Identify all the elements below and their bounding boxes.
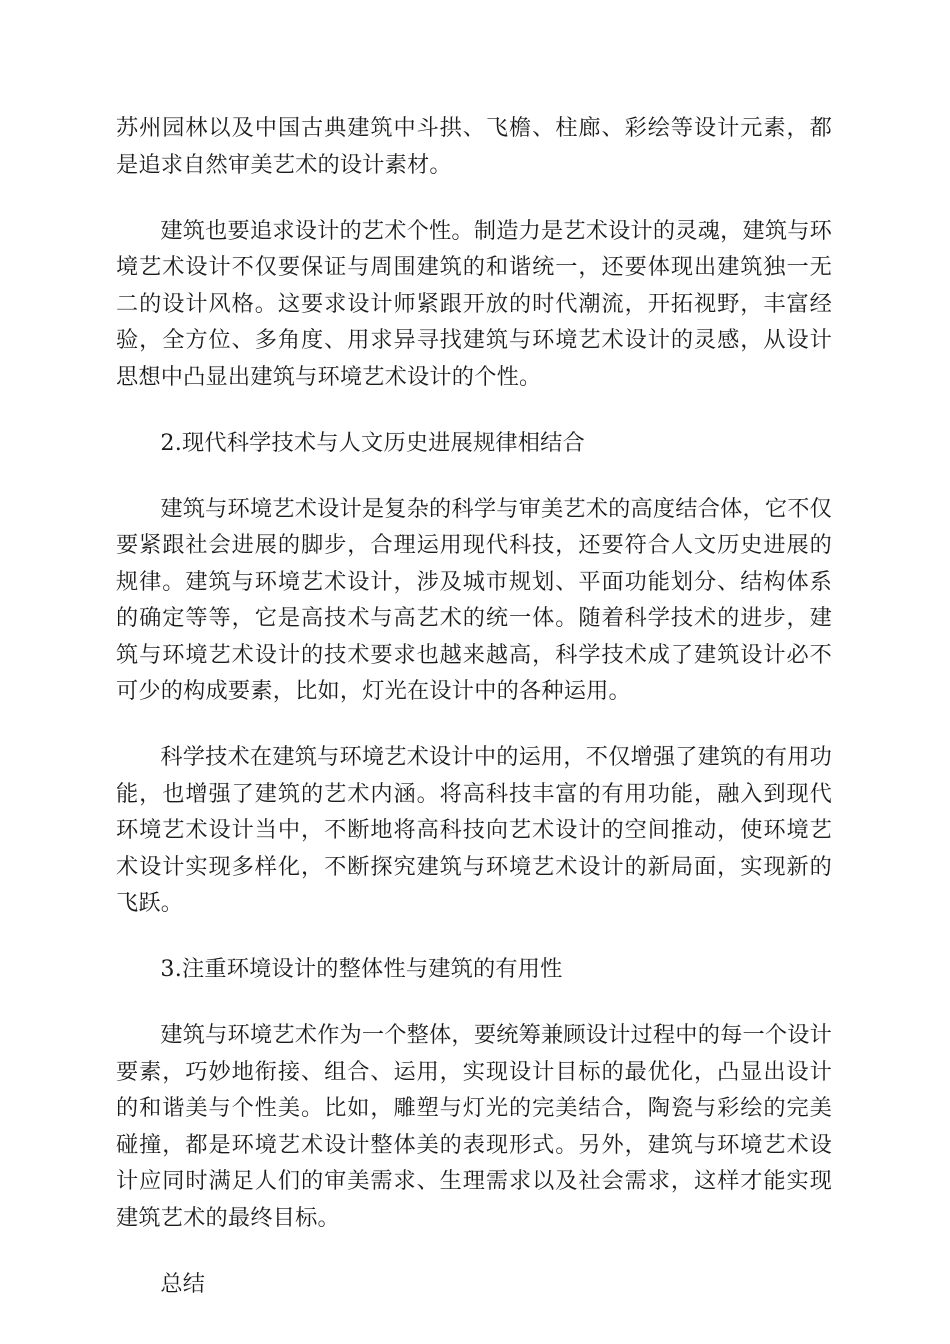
paragraph-artistic-individuality: 建筑也要追求设计的艺术个性。制造力是艺术设计的灵魂，建筑与环境艺术设计不仅要保证与周围建筑的和谐统一，还要体现出建筑独一无二的设计风格。这要求设计师紧跟开放的时代潮流，开拓视野，丰富经验，全方位、多角度、用求异寻找建筑与环境艺术设计的灵感，从设计思想中凸显出建筑与环境艺术设计的个性。 <box>116 217 833 390</box>
section-heading-2: 2.现代科学技术与人文历史进展规律相结合 <box>160 429 585 456</box>
paragraph-continuation: 苏州园林以及中国古典建筑中斗拱、飞檐、柱廊、彩绘等设计元素，都是追求自然审美艺术的设计素材。 <box>116 115 832 178</box>
section-heading-summary: 总结 <box>160 1270 206 1297</box>
section-heading-3: 3.注重环境设计的整体性与建筑的有用性 <box>160 956 563 982</box>
paragraph-science-and-art: 建筑与环境艺术设计是复杂的科学与审美艺术的高度结合体，它不仅要紧跟社会进展的脚步，合理运用现代科技，还要符合人文历史进展的规律。建筑与环境艺术设计，涉及城市规划、平面功能划分、结构体系的确定等等，它是高技术与高艺术的统一体。随着科学技术的进步，建筑与环境艺术设计的技术要求也越来越高，科学技术成了建筑设计必不可少的构成要素，比如，灯光在设计中的各种运用。 <box>116 495 833 704</box>
paragraph-integrity-and-utility: 建筑与环境艺术作为一个整体，要统筹兼顾设计过程中的每一个设计要素，巧妙地衔接、组合、运用，实现设计目标的最优化，凸显出设计的和谐美与个性美。比如，雕塑与灯光的完美结合，陶瓷与彩绘的完美碰撞，都是环境艺术设计整体美的表现形式。另外，建筑与环境艺术设计应同时满足人们的审美需求、生理需求以及社会需求，这样才能实现建筑艺术的最终目标。 <box>116 1022 833 1231</box>
document-body <box>116 110 832 1332</box>
paragraph-technology-application: 科学技术在建筑与环境艺术设计中的运用，不仅增强了建筑的有用功能，也增强了建筑的艺术内涵。将高科技丰富的有用功能，融入到现代环境艺术设计当中，不断地将高科技向艺术设计的空间推动，使环境艺术设计实现多样化，不断探究建筑与环境艺术设计的新局面，实现新的飞跃。 <box>116 744 833 916</box>
